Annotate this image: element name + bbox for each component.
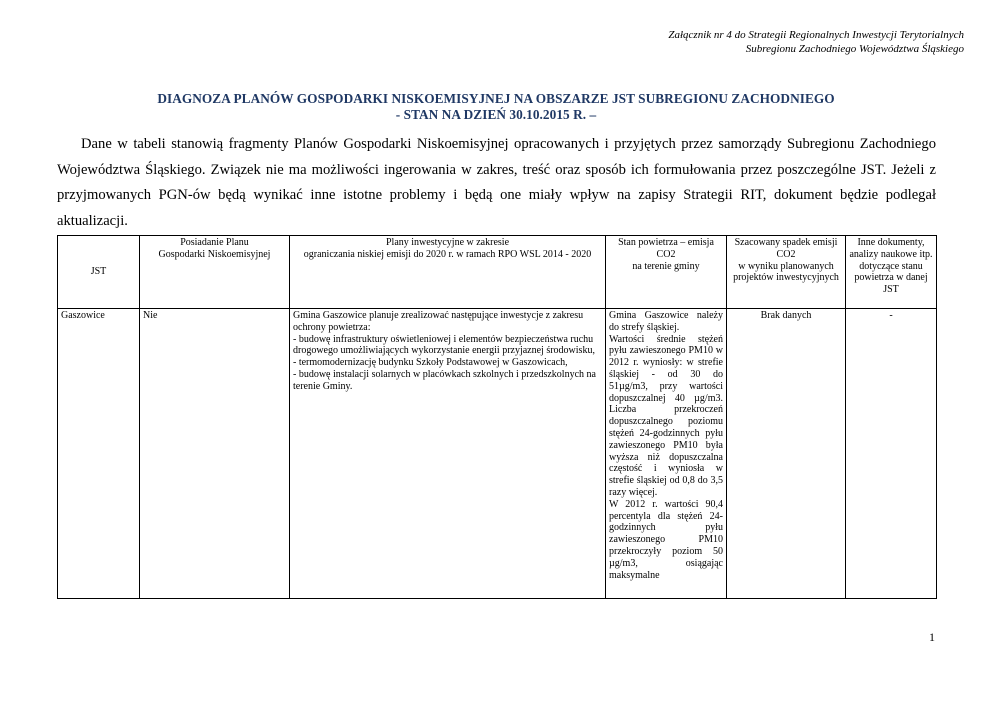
plans-line-4: - budowę instalacji solarnych w placówkach szkolnych i przedszkolnych na terenie Gminy.	[293, 368, 596, 392]
attachment-note	[668, 28, 964, 56]
header-pgn	[140, 236, 290, 309]
cell-plans	[290, 309, 606, 599]
page-number: 1	[929, 630, 935, 644]
header-air-line-2: na terenie gminy	[632, 260, 700, 272]
cell-other-docs: -	[846, 309, 937, 599]
cell-air-quality	[606, 309, 727, 599]
air-line-2: Wartości średnie stężeń pyłu zawieszonego PM10 w 2012 r. wyniosły: w strefie śląskiej - od 30 do 51µg/m3, przy wartości dopuszczalnej 40 µg/m3. Liczba przekroczeń dopuszczalnego poziomu stężeń 24-godzinnych pyłu zawieszonego PM10 była wyższa niż dopuszczalna częstość i wyniosła w strefie śląskiej od 0,8 do 3,5 razy więcej.	[609, 333, 723, 498]
header-plans-line-1: Plany inwestycyjne w zakresie	[385, 237, 510, 248]
table-header-row	[58, 236, 937, 309]
attachment-note-line-2: Subregionu Zachodniego Województwa Śląskiego	[745, 43, 964, 55]
header-air	[606, 236, 727, 309]
table-row	[58, 309, 937, 599]
intro-paragraph: Dane w tabeli stanowią fragmenty Planów Gospodarki Niskoemisyjnej opracowanych i przyjętych przez samorządy Subregionu Zachodniego Województwa Śląskiego. Związek nie ma możliwości ingerowania w zakres, treść oraz sposób ich formułowania przez poszczególne JST. Jeżeli z przyjmowanych PGN-ów będą wynikać inne istotne problemy i będą one miały wpływ na zapisy Strategii RIT, dokument będzie podlegał aktualizacji.	[57, 136, 936, 229]
header-air-line-1: Stan powietrza – emisja CO2	[618, 237, 714, 260]
cell-pgn: Nie	[140, 309, 290, 599]
header-co2	[727, 236, 846, 309]
plans-line-3: - termomodernizację budynku Szkoły Podstawowej w Gaszowicach,	[293, 357, 568, 369]
header-jst: JST	[58, 236, 140, 309]
attachment-note-line-1: Załącznik nr 4 do Strategii Regionalnych Inwestycji Terytorialnych	[668, 29, 964, 41]
plans-line-1: Gmina Gaszowice planuje zrealizować następujące inwestycje z zakresu ochrony powietrza:	[293, 310, 584, 333]
cell-jst: Gaszowice	[58, 309, 140, 599]
header-plans-line-2: ograniczania niskiej emisji do 2020 r. w ramach RPO WSL 2014 - 2020	[303, 248, 592, 260]
pgn-table	[57, 235, 937, 599]
cell-co2-estimate: Brak danych	[727, 309, 846, 599]
plans-line-2: - budowę infrastruktury oświetleniowej i elementów bezpieczeństwa ruchu drogowego umożliwiających wykorzystanie energii przyjaznej środowisku,	[293, 333, 595, 357]
header-docs	[846, 236, 937, 309]
document-title	[0, 91, 992, 123]
header-co2-line-1: Szacowany spadek emisji CO2	[734, 237, 838, 260]
air-line-3: W 2012 r. wartości 90,4 percentyla dla stężeń 24-godzinnych pyłu zawieszonego PM10 przekroczyły poziom 50 µg/m3, osiągając maksymalne	[609, 498, 723, 581]
header-docs-line-2: dotyczące stanu powietrza w danej JST	[854, 260, 928, 296]
air-line-1: Gmina Gaszowice należy do strefy śląskiej.	[609, 310, 723, 333]
header-pgn-line-1: Posiadanie Planu	[180, 237, 249, 248]
header-pgn-line-2: Gospodarki Niskoemisyjnej	[158, 248, 271, 260]
header-docs-line-1: Inne dokumenty, analizy naukowe itp.	[849, 237, 933, 260]
header-plans	[290, 236, 606, 309]
document-title-line-2: - STAN NA DZIEŃ 30.10.2015 R. –	[395, 107, 597, 122]
document-title-line-1: DIAGNOZA PLANÓW GOSPODARKI NISKOEMISYJNEJ NA OBSZARZE JST SUBREGIONU ZACHODNIEGO	[157, 91, 835, 106]
header-co2-line-2: w wyniku planowanych projektów inwestycyjnych	[733, 260, 839, 284]
